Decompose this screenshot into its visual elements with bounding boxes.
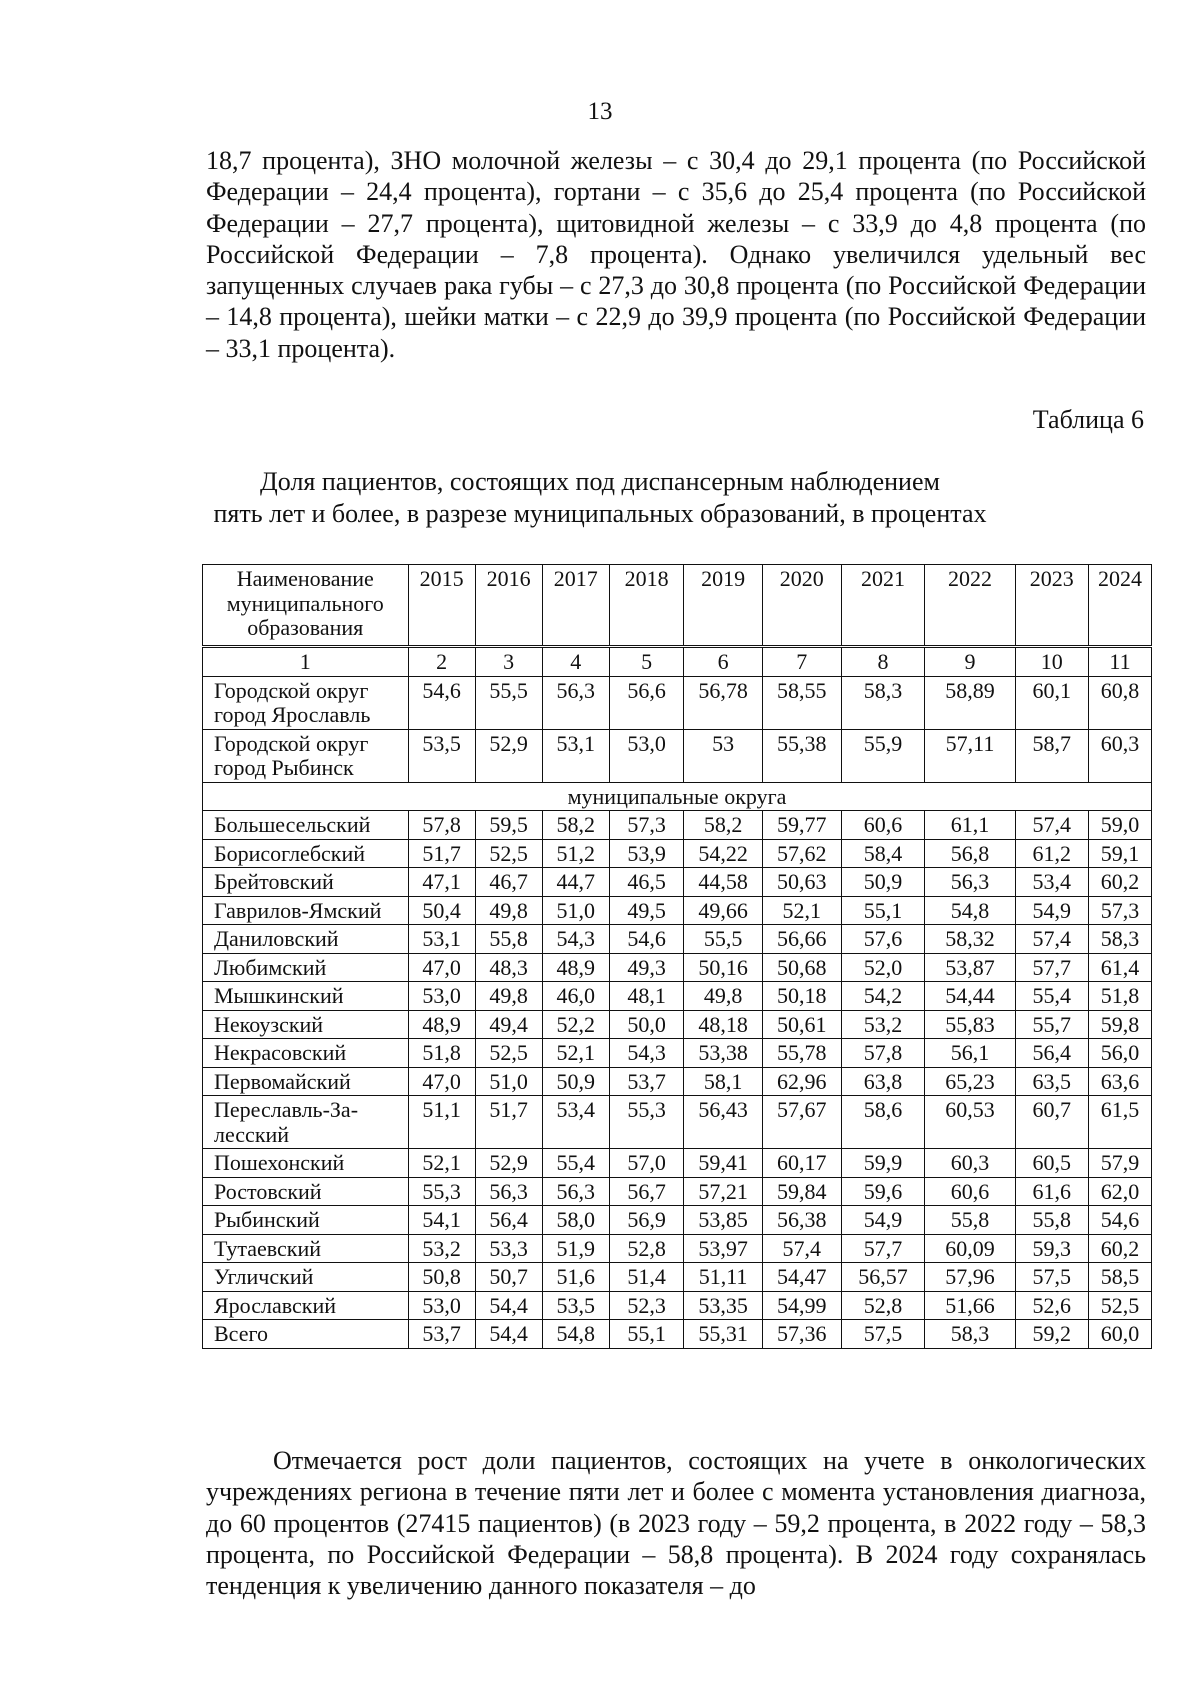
value-cell: 53,7 <box>609 1067 683 1096</box>
value-cell: 55,78 <box>762 1039 841 1068</box>
value-cell: 56,4 <box>475 1206 542 1235</box>
table-row <box>203 1291 1152 1320</box>
table-row <box>203 1096 1152 1149</box>
value-cell: 50,7 <box>475 1263 542 1292</box>
value-cell: 53,0 <box>408 982 475 1011</box>
value-cell: 56,1 <box>925 1039 1015 1068</box>
value-cell: 58,2 <box>542 811 609 840</box>
value-cell: 50,8 <box>408 1263 475 1292</box>
value-cell: 53,5 <box>542 1291 609 1320</box>
column-number: 3 <box>475 647 542 677</box>
value-cell: 54,99 <box>762 1291 841 1320</box>
value-cell: 62,96 <box>762 1067 841 1096</box>
municipality-name: Даниловский <box>203 925 409 954</box>
value-cell: 57,62 <box>762 839 841 868</box>
value-cell: 55,38 <box>762 729 841 782</box>
value-cell: 53,1 <box>542 729 609 782</box>
value-cell: 49,8 <box>684 982 763 1011</box>
value-cell: 51,2 <box>542 839 609 868</box>
municipality-name: Большесельский <box>203 811 409 840</box>
column-number: 8 <box>841 647 925 677</box>
municipality-name: Брейтовский <box>203 868 409 897</box>
table-row <box>203 1263 1152 1292</box>
municipality-name: Всего <box>203 1320 409 1349</box>
value-cell: 61,2 <box>1015 839 1088 868</box>
value-cell: 53,5 <box>408 729 475 782</box>
value-cell: 49,3 <box>609 953 683 982</box>
value-cell: 56,57 <box>841 1263 925 1292</box>
value-cell: 53,87 <box>925 953 1015 982</box>
value-cell: 60,6 <box>841 811 925 840</box>
value-cell: 55,4 <box>542 1149 609 1178</box>
column-number: 2 <box>408 647 475 677</box>
value-cell: 55,5 <box>475 676 542 729</box>
patients-table <box>202 564 1152 1349</box>
table-label: Таблица 6 <box>1032 405 1144 434</box>
value-cell: 57,67 <box>762 1096 841 1149</box>
value-cell: 57,96 <box>925 1263 1015 1292</box>
value-cell: 55,8 <box>475 925 542 954</box>
value-cell: 50,9 <box>841 868 925 897</box>
value-cell: 65,23 <box>925 1067 1015 1096</box>
value-cell: 52,3 <box>609 1291 683 1320</box>
value-cell: 54,4 <box>475 1291 542 1320</box>
table-title <box>0 466 1200 529</box>
value-cell: 59,6 <box>841 1177 925 1206</box>
value-cell: 58,3 <box>1089 925 1152 954</box>
value-cell: 58,7 <box>1015 729 1088 782</box>
value-cell: 56,7 <box>609 1177 683 1206</box>
value-cell: 51,8 <box>1089 982 1152 1011</box>
municipality-name: Борисоглебский <box>203 839 409 868</box>
value-cell: 51,66 <box>925 1291 1015 1320</box>
value-cell: 58,6 <box>841 1096 925 1149</box>
value-cell: 55,9 <box>841 729 925 782</box>
municipality-name: Гаврилов-Ямский <box>203 896 409 925</box>
table-title-line-2: пять лет и более, в разрезе муниципальных образований, в процентах <box>213 498 987 528</box>
value-cell: 49,5 <box>609 896 683 925</box>
value-cell: 54,8 <box>542 1320 609 1349</box>
table-row <box>203 982 1152 1011</box>
municipality-name: Городской округ город Рыбинск <box>203 729 409 782</box>
column-number: 6 <box>684 647 763 677</box>
value-cell: 58,55 <box>762 676 841 729</box>
value-cell: 52,6 <box>1015 1291 1088 1320</box>
value-cell: 55,7 <box>1015 1010 1088 1039</box>
value-cell: 57,8 <box>841 1039 925 1068</box>
municipality-name: Любимский <box>203 953 409 982</box>
value-cell: 46,7 <box>475 868 542 897</box>
value-cell: 50,68 <box>762 953 841 982</box>
value-cell: 57,5 <box>1015 1263 1088 1292</box>
value-cell: 51,7 <box>475 1096 542 1149</box>
value-cell: 54,9 <box>1015 896 1088 925</box>
table-row <box>203 811 1152 840</box>
value-cell: 54,4 <box>475 1320 542 1349</box>
value-cell: 56,6 <box>609 676 683 729</box>
value-cell: 57,4 <box>762 1234 841 1263</box>
value-cell: 57,7 <box>841 1234 925 1263</box>
value-cell: 52,9 <box>475 1149 542 1178</box>
value-cell: 51,8 <box>408 1039 475 1068</box>
header-year: 2017 <box>542 565 609 647</box>
value-cell: 52,2 <box>542 1010 609 1039</box>
table-row <box>203 1206 1152 1235</box>
table-row <box>203 953 1152 982</box>
value-cell: 57,6 <box>841 925 925 954</box>
table-row <box>203 896 1152 925</box>
value-cell: 49,4 <box>475 1010 542 1039</box>
value-cell: 55,1 <box>609 1320 683 1349</box>
table-row <box>203 1149 1152 1178</box>
value-cell: 51,9 <box>542 1234 609 1263</box>
header-year: 2022 <box>925 565 1015 647</box>
table-row <box>203 1177 1152 1206</box>
value-cell: 60,09 <box>925 1234 1015 1263</box>
value-cell: 57,9 <box>1089 1149 1152 1178</box>
header-year: 2024 <box>1089 565 1152 647</box>
value-cell: 51,4 <box>609 1263 683 1292</box>
value-cell: 60,1 <box>1015 676 1088 729</box>
value-cell: 51,7 <box>408 839 475 868</box>
table-row <box>203 1010 1152 1039</box>
value-cell: 52,5 <box>1089 1291 1152 1320</box>
column-number: 1 <box>203 647 409 677</box>
value-cell: 52,5 <box>475 1039 542 1068</box>
value-cell: 60,5 <box>1015 1149 1088 1178</box>
value-cell: 60,7 <box>1015 1096 1088 1149</box>
value-cell: 50,61 <box>762 1010 841 1039</box>
value-cell: 60,0 <box>1089 1320 1152 1349</box>
header-year: 2016 <box>475 565 542 647</box>
value-cell: 58,32 <box>925 925 1015 954</box>
value-cell: 58,5 <box>1089 1263 1152 1292</box>
value-cell: 59,41 <box>684 1149 763 1178</box>
value-cell: 61,4 <box>1089 953 1152 982</box>
value-cell: 56,4 <box>1015 1039 1088 1068</box>
header-year: 2021 <box>841 565 925 647</box>
value-cell: 52,1 <box>762 896 841 925</box>
value-cell: 54,6 <box>1089 1206 1152 1235</box>
table-row <box>203 729 1152 782</box>
value-cell: 50,0 <box>609 1010 683 1039</box>
value-cell: 59,2 <box>1015 1320 1088 1349</box>
header-year: 2015 <box>408 565 475 647</box>
value-cell: 56,3 <box>542 1177 609 1206</box>
value-cell: 48,1 <box>609 982 683 1011</box>
value-cell: 53,85 <box>684 1206 763 1235</box>
value-cell: 50,18 <box>762 982 841 1011</box>
value-cell: 53,3 <box>475 1234 542 1263</box>
value-cell: 51,0 <box>475 1067 542 1096</box>
value-cell: 57,7 <box>1015 953 1088 982</box>
header-year: 2020 <box>762 565 841 647</box>
value-cell: 58,0 <box>542 1206 609 1235</box>
value-cell: 52,8 <box>841 1291 925 1320</box>
value-cell: 53,1 <box>408 925 475 954</box>
total-row <box>203 1320 1152 1349</box>
value-cell: 55,31 <box>684 1320 763 1349</box>
value-cell: 54,3 <box>542 925 609 954</box>
value-cell: 47,1 <box>408 868 475 897</box>
page-number: 13 <box>587 98 613 125</box>
value-cell: 48,3 <box>475 953 542 982</box>
value-cell: 57,3 <box>1089 896 1152 925</box>
value-cell: 57,21 <box>684 1177 763 1206</box>
value-cell: 56,66 <box>762 925 841 954</box>
value-cell: 60,8 <box>1089 676 1152 729</box>
column-number: 11 <box>1089 647 1152 677</box>
value-cell: 63,8 <box>841 1067 925 1096</box>
value-cell: 58,1 <box>684 1067 763 1096</box>
value-cell: 59,84 <box>762 1177 841 1206</box>
value-cell: 53,9 <box>609 839 683 868</box>
value-cell: 55,3 <box>609 1096 683 1149</box>
value-cell: 63,6 <box>1089 1067 1152 1096</box>
table-row <box>203 1067 1152 1096</box>
value-cell: 61,6 <box>1015 1177 1088 1206</box>
value-cell: 57,8 <box>408 811 475 840</box>
value-cell: 53,7 <box>408 1320 475 1349</box>
value-cell: 56,0 <box>1089 1039 1152 1068</box>
table-header-row <box>203 565 1152 647</box>
municipality-name: Пошехонский <box>203 1149 409 1178</box>
table-row <box>203 868 1152 897</box>
municipality-name: Некрасовский <box>203 1039 409 1068</box>
value-cell: 55,1 <box>841 896 925 925</box>
value-cell: 57,4 <box>1015 811 1088 840</box>
municipality-name: Переславль-Залесский <box>203 1096 409 1149</box>
value-cell: 54,6 <box>609 925 683 954</box>
value-cell: 59,9 <box>841 1149 925 1178</box>
value-cell: 47,0 <box>408 953 475 982</box>
value-cell: 59,0 <box>1089 811 1152 840</box>
value-cell: 52,1 <box>542 1039 609 1068</box>
value-cell: 55,4 <box>1015 982 1088 1011</box>
municipality-name: Городской округ город Ярославль <box>203 676 409 729</box>
value-cell: 44,58 <box>684 868 763 897</box>
value-cell: 52,5 <box>475 839 542 868</box>
value-cell: 53,97 <box>684 1234 763 1263</box>
value-cell: 60,53 <box>925 1096 1015 1149</box>
municipality-name: Мышкинский <box>203 982 409 1011</box>
value-cell: 58,2 <box>684 811 763 840</box>
value-cell: 61,5 <box>1089 1096 1152 1149</box>
value-cell: 57,36 <box>762 1320 841 1349</box>
value-cell: 56,9 <box>609 1206 683 1235</box>
municipality-name: Ростовский <box>203 1177 409 1206</box>
value-cell: 57,11 <box>925 729 1015 782</box>
value-cell: 62,0 <box>1089 1177 1152 1206</box>
municipality-name: Рыбинский <box>203 1206 409 1235</box>
header-year: 2019 <box>684 565 763 647</box>
value-cell: 58,3 <box>925 1320 1015 1349</box>
value-cell: 51,0 <box>542 896 609 925</box>
intro-paragraph: 18,7 процента), ЗНО молочной железы – с 30,4 до 29,1 процента (по Российской Федерации – 24,4 процента), гортани – с 35,6 до 25,4 процента (по Российской Федерации – 27,7 процента), щитовидной железы – с 33,9 до 4,8 процента (по Российской Федерации – 7,8 процента). Однако увеличился удельный вес запущенных случаев рака губы – с 27,3 до 30,8 процента (по Российской Федерации – 14,8 процента), шейки матки – с 22,9 до 39,9 процента (по Российской Федерации – 33,1 процента). <box>206 146 1146 363</box>
value-cell: 50,63 <box>762 868 841 897</box>
column-number: 9 <box>925 647 1015 677</box>
header-municipality: Наименование муниципального образования <box>203 565 409 647</box>
value-cell: 56,3 <box>542 676 609 729</box>
value-cell: 51,11 <box>684 1263 763 1292</box>
table-title-line-1: Доля пациентов, состоящих под диспансерным наблюдением <box>260 467 940 496</box>
table-row <box>203 1234 1152 1263</box>
value-cell: 60,6 <box>925 1177 1015 1206</box>
value-cell: 53 <box>684 729 763 782</box>
value-cell: 59,8 <box>1089 1010 1152 1039</box>
value-cell: 59,5 <box>475 811 542 840</box>
value-cell: 53,0 <box>609 729 683 782</box>
value-cell: 48,18 <box>684 1010 763 1039</box>
table-row <box>203 1039 1152 1068</box>
value-cell: 63,5 <box>1015 1067 1088 1096</box>
municipality-name: Угличский <box>203 1263 409 1292</box>
value-cell: 54,44 <box>925 982 1015 1011</box>
value-cell: 48,9 <box>408 1010 475 1039</box>
column-number: 5 <box>609 647 683 677</box>
header-year: 2018 <box>609 565 683 647</box>
value-cell: 58,89 <box>925 676 1015 729</box>
value-cell: 49,8 <box>475 982 542 1011</box>
value-cell: 56,3 <box>925 868 1015 897</box>
value-cell: 53,35 <box>684 1291 763 1320</box>
value-cell: 54,8 <box>925 896 1015 925</box>
column-number: 7 <box>762 647 841 677</box>
value-cell: 56,8 <box>925 839 1015 868</box>
table-row <box>203 676 1152 729</box>
value-cell: 57,3 <box>609 811 683 840</box>
value-cell: 60,17 <box>762 1149 841 1178</box>
group-label: муниципальные округа <box>203 782 1152 811</box>
value-cell: 60,3 <box>1089 729 1152 782</box>
value-cell: 60,2 <box>1089 1234 1152 1263</box>
value-cell: 52,9 <box>475 729 542 782</box>
value-cell: 60,2 <box>1089 868 1152 897</box>
value-cell: 50,9 <box>542 1067 609 1096</box>
value-cell: 49,66 <box>684 896 763 925</box>
value-cell: 52,0 <box>841 953 925 982</box>
value-cell: 53,0 <box>408 1291 475 1320</box>
value-cell: 55,3 <box>408 1177 475 1206</box>
column-number-row <box>203 647 1152 677</box>
value-cell: 54,6 <box>408 676 475 729</box>
value-cell: 46,5 <box>609 868 683 897</box>
value-cell: 54,22 <box>684 839 763 868</box>
value-cell: 53,2 <box>408 1234 475 1263</box>
value-cell: 55,5 <box>684 925 763 954</box>
value-cell: 49,8 <box>475 896 542 925</box>
value-cell: 53,4 <box>1015 868 1088 897</box>
value-cell: 52,1 <box>408 1149 475 1178</box>
value-cell: 57,5 <box>841 1320 925 1349</box>
value-cell: 57,4 <box>1015 925 1088 954</box>
table-row <box>203 925 1152 954</box>
value-cell: 56,3 <box>475 1177 542 1206</box>
value-cell: 53,4 <box>542 1096 609 1149</box>
value-cell: 58,4 <box>841 839 925 868</box>
value-cell: 56,38 <box>762 1206 841 1235</box>
value-cell: 46,0 <box>542 982 609 1011</box>
municipality-name: Некоузский <box>203 1010 409 1039</box>
value-cell: 59,1 <box>1089 839 1152 868</box>
value-cell: 51,1 <box>408 1096 475 1149</box>
value-cell: 55,8 <box>1015 1206 1088 1235</box>
value-cell: 47,0 <box>408 1067 475 1096</box>
value-cell: 53,38 <box>684 1039 763 1068</box>
value-cell: 58,3 <box>841 676 925 729</box>
value-cell: 50,16 <box>684 953 763 982</box>
group-row <box>203 782 1152 811</box>
value-cell: 56,78 <box>684 676 763 729</box>
summary-paragraph: Отмечается рост доли пациентов, состоящих на учете в онкологических учреждениях региона в течение пяти лет и более с момента установления диагноза, до 60 процентов (27415 пациентов) (в 2023 году – 59,2 процента, в 2022 году – 58,3 процента, по Российской Федерации – 58,8 процента). В 2024 году сохранялась тенденция к увеличению данного показателя – до <box>206 1446 1146 1601</box>
value-cell: 51,6 <box>542 1263 609 1292</box>
value-cell: 61,1 <box>925 811 1015 840</box>
value-cell: 54,9 <box>841 1206 925 1235</box>
value-cell: 59,77 <box>762 811 841 840</box>
value-cell: 55,83 <box>925 1010 1015 1039</box>
value-cell: 53,2 <box>841 1010 925 1039</box>
value-cell: 57,0 <box>609 1149 683 1178</box>
column-number: 4 <box>542 647 609 677</box>
value-cell: 54,3 <box>609 1039 683 1068</box>
value-cell: 54,1 <box>408 1206 475 1235</box>
value-cell: 50,4 <box>408 896 475 925</box>
value-cell: 59,3 <box>1015 1234 1088 1263</box>
municipality-name: Ярославский <box>203 1291 409 1320</box>
value-cell: 60,3 <box>925 1149 1015 1178</box>
table-row <box>203 839 1152 868</box>
header-year: 2023 <box>1015 565 1088 647</box>
value-cell: 48,9 <box>542 953 609 982</box>
municipality-name: Первомайский <box>203 1067 409 1096</box>
value-cell: 54,47 <box>762 1263 841 1292</box>
value-cell: 44,7 <box>542 868 609 897</box>
column-number: 10 <box>1015 647 1088 677</box>
value-cell: 56,43 <box>684 1096 763 1149</box>
value-cell: 54,2 <box>841 982 925 1011</box>
municipality-name: Тутаевский <box>203 1234 409 1263</box>
value-cell: 55,8 <box>925 1206 1015 1235</box>
value-cell: 52,8 <box>609 1234 683 1263</box>
